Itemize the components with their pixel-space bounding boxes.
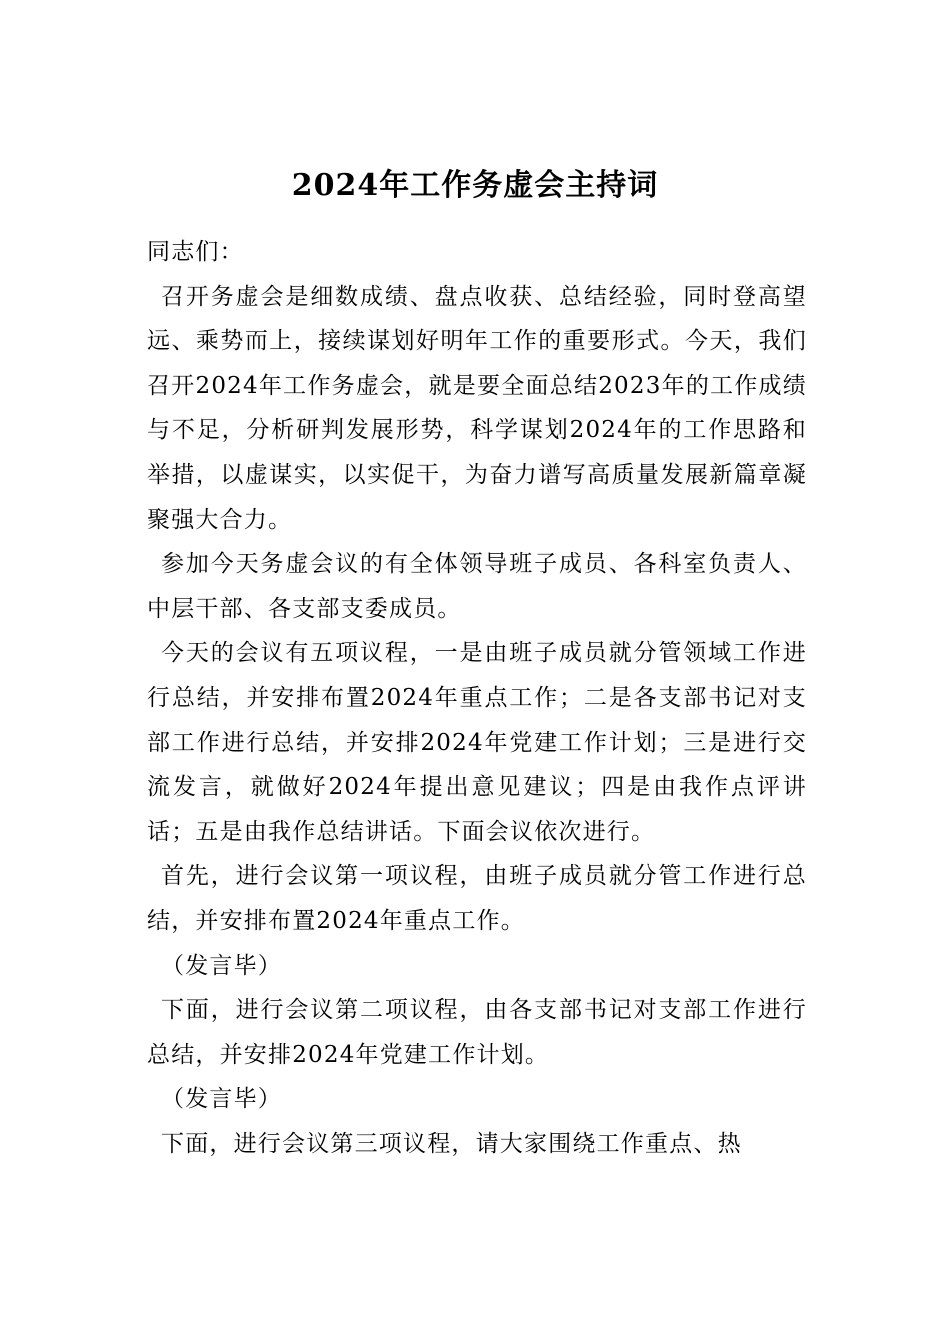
paragraph-attendees: 参加今天务虚会议的有全体领导班子成员、各科室负责人、中层干部、各支部支委成员。 [147, 551, 807, 622]
document-body [147, 230, 807, 1166]
paragraph-agenda: 今天的会议有五项议程，一是由班子成员就分管领域工作进行总结，并安排布置2024年重点工作；二是各支部书记对支部工作进行总结，并安排2024年党建工作计划；三是进行交流发言，就做好2024年提出意见建议；四是由我作点评讲话；五是由我作总结讲话。下面会议依次进行。 [147, 640, 807, 845]
paragraph-opening: 召开务虚会是细数成绩、盘点收获、总结经验，同时登高望远、乘势而上，接续谋划好明年工作的重要形式。今天，我们召开2024年工作务虚会，就是要全面总结2023年的工作成绩与不足，分析研判发展形势，科学谋划2024年的工作思路和举措，以虚谋实，以实促干，为奋力谱写高质量发展新篇章凝聚强大合力。 [147, 283, 807, 533]
document-title: 2024年工作务虚会主持词 [291, 168, 659, 203]
paragraph-item-one: 首先，进行会议第一项议程，由班子成员就分管工作进行总结，并安排布置2024年重点工作。 [147, 863, 807, 934]
paragraph-item-two: 下面，进行会议第二项议程，由各支部书记对支部工作进行总结，并安排2024年党建工作计划。 [147, 997, 807, 1068]
salutation: 同志们： [147, 239, 244, 265]
paragraph-item-three: 下面，进行会议第三项议程，请大家围绕工作重点、热 [161, 1130, 742, 1157]
speech-finished-note: （发言毕） [161, 952, 282, 979]
speech-finished-note: （发言毕） [161, 1086, 282, 1113]
